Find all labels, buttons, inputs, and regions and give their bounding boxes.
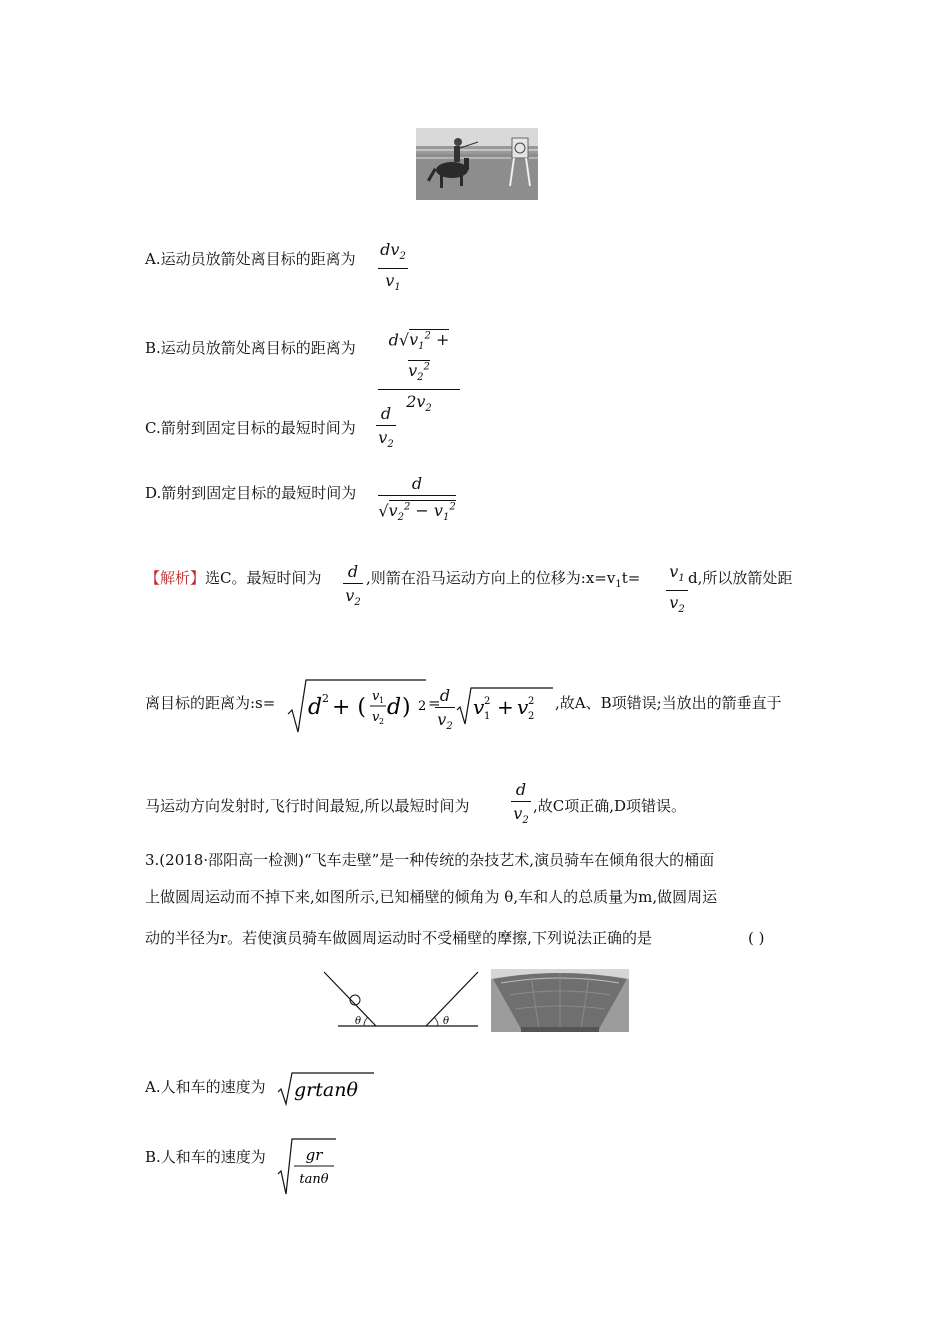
q2-option-c: [145, 418, 356, 438]
q3-option-b-formula: [276, 1136, 338, 1196]
analysis-line-1: [145, 568, 322, 588]
analysis-text-2b: =: [428, 694, 441, 712]
option-a-formula: $dv_2$ $v_1$: [378, 240, 408, 298]
q2-option-d: [145, 483, 356, 503]
theta-left-label: θ: [355, 1016, 362, 1027]
q3-option-b: [145, 1147, 266, 1167]
svg-text:1: 1: [379, 696, 385, 705]
archery-photo: [416, 128, 538, 200]
svg-text:v: v: [372, 710, 380, 725]
svg-text:2: 2: [528, 696, 535, 707]
analysis-text-1a: 选C。最短时间为: [205, 569, 322, 587]
analysis-text-3b: ,故C项正确,D项错误。: [533, 797, 687, 815]
analysis-frac-4: d $v_2$: [511, 780, 531, 831]
q3-blank-text: ( ): [748, 929, 765, 947]
analysis-text-2c: ,故A、B项错误;当放出的箭垂直于: [555, 694, 782, 712]
q3-option-b-den: tanθ: [299, 1172, 329, 1187]
analysis-frac-2: $v_1$ $v_2$: [666, 562, 688, 620]
analysis-frac-3: d $v_2$: [435, 686, 455, 737]
bucket-photo: [491, 969, 629, 1032]
svg-text:2: 2: [484, 696, 491, 707]
q3-line-3: [145, 928, 652, 948]
q3-option-a-formula: [276, 1070, 376, 1106]
analysis-text-1b: ,则箭在沿马运动方向上的位移为:x=v: [366, 569, 616, 587]
svg-text:): ): [402, 695, 411, 720]
analysis-text-2a: 离目标的距离为:s=: [145, 694, 276, 712]
sqrt-v1v2: [455, 684, 555, 726]
q3-option-a-expr: grtanθ: [294, 1079, 358, 1101]
option-b-formula: $d√v_1^2 + v_2^2$ $2v_2$: [378, 327, 460, 419]
theta-right-label: θ: [443, 1016, 450, 1027]
svg-text:v: v: [517, 695, 529, 719]
q2-option-b: [145, 338, 356, 358]
analysis-line-2: [145, 693, 275, 713]
analysis-text-1c: t=: [621, 569, 641, 587]
q3-text-1: 3.(2018·邵阳高一检测)“飞车走壁”是一种传统的杂技艺术,演员骑车在倾角很大的桶面: [145, 851, 715, 869]
q3-option-a: [145, 1077, 266, 1097]
option-d-formula: d $√v_2^2 - v_1^2$: [378, 474, 456, 524]
analysis-line-1d: [688, 568, 792, 588]
q3-answer-blank: [748, 928, 764, 948]
svg-text:2: 2: [418, 699, 427, 714]
analysis-tag: 【解析】: [145, 569, 206, 587]
analysis-line-2c: [555, 693, 782, 713]
q3-option-b-num: gr: [305, 1146, 323, 1164]
analysis-text-3a: 马运动方向发射时,飞行时间最短,所以最短时间为: [145, 797, 470, 815]
svg-text:1: 1: [484, 711, 491, 722]
q3-option-b-label: B.人和车的速度为: [145, 1148, 266, 1166]
svg-text:v: v: [372, 689, 380, 704]
svg-text:2: 2: [379, 717, 385, 726]
option-c-formula: d $v_2$: [376, 404, 396, 455]
svg-text:d: d: [308, 695, 323, 720]
q3-option-a-label: A.人和车的速度为: [145, 1078, 266, 1096]
svg-text:+ (: + (: [332, 695, 367, 720]
svg-text:d: d: [387, 695, 402, 720]
q3-text-2: 上做圆周运动而不掉下来,如图所示,已知桶壁的倾角为 θ,车和人的总质量为m,做圆周运: [145, 888, 718, 906]
analysis-frac-1: d $v_2$: [343, 562, 363, 613]
svg-text:2: 2: [528, 711, 535, 722]
svg-text:v: v: [473, 695, 485, 719]
analysis-line-3: [145, 796, 470, 816]
option-a-label: A.运动员放箭处离目标的距离为: [145, 250, 356, 268]
distance-formula: [286, 676, 431, 736]
q3-line-1: [145, 850, 714, 870]
q3-text-3: 动的半径为r。若使演员骑车做圆周运动时不受桶壁的摩擦,下列说法正确的是: [145, 929, 652, 947]
analysis-line-3b: [533, 796, 686, 816]
analysis-text-1d: d,所以放箭处距: [688, 569, 793, 587]
analysis-line-1b: ,则箭在沿马运动方向上的位移为$:x=v_1t=$: [366, 569, 641, 590]
q3-line-2: [145, 887, 717, 907]
option-d-label: D.箭射到固定目标的最短时间为: [145, 484, 357, 502]
option-c-label: C.箭射到固定目标的最短时间为: [145, 419, 356, 437]
q2-option-a: [145, 249, 356, 269]
option-b-label: B.运动员放箭处离目标的距离为: [145, 339, 356, 357]
svg-text:2: 2: [322, 692, 329, 705]
wall-diagram: [322, 970, 482, 1030]
svg-text:+: +: [497, 695, 514, 719]
